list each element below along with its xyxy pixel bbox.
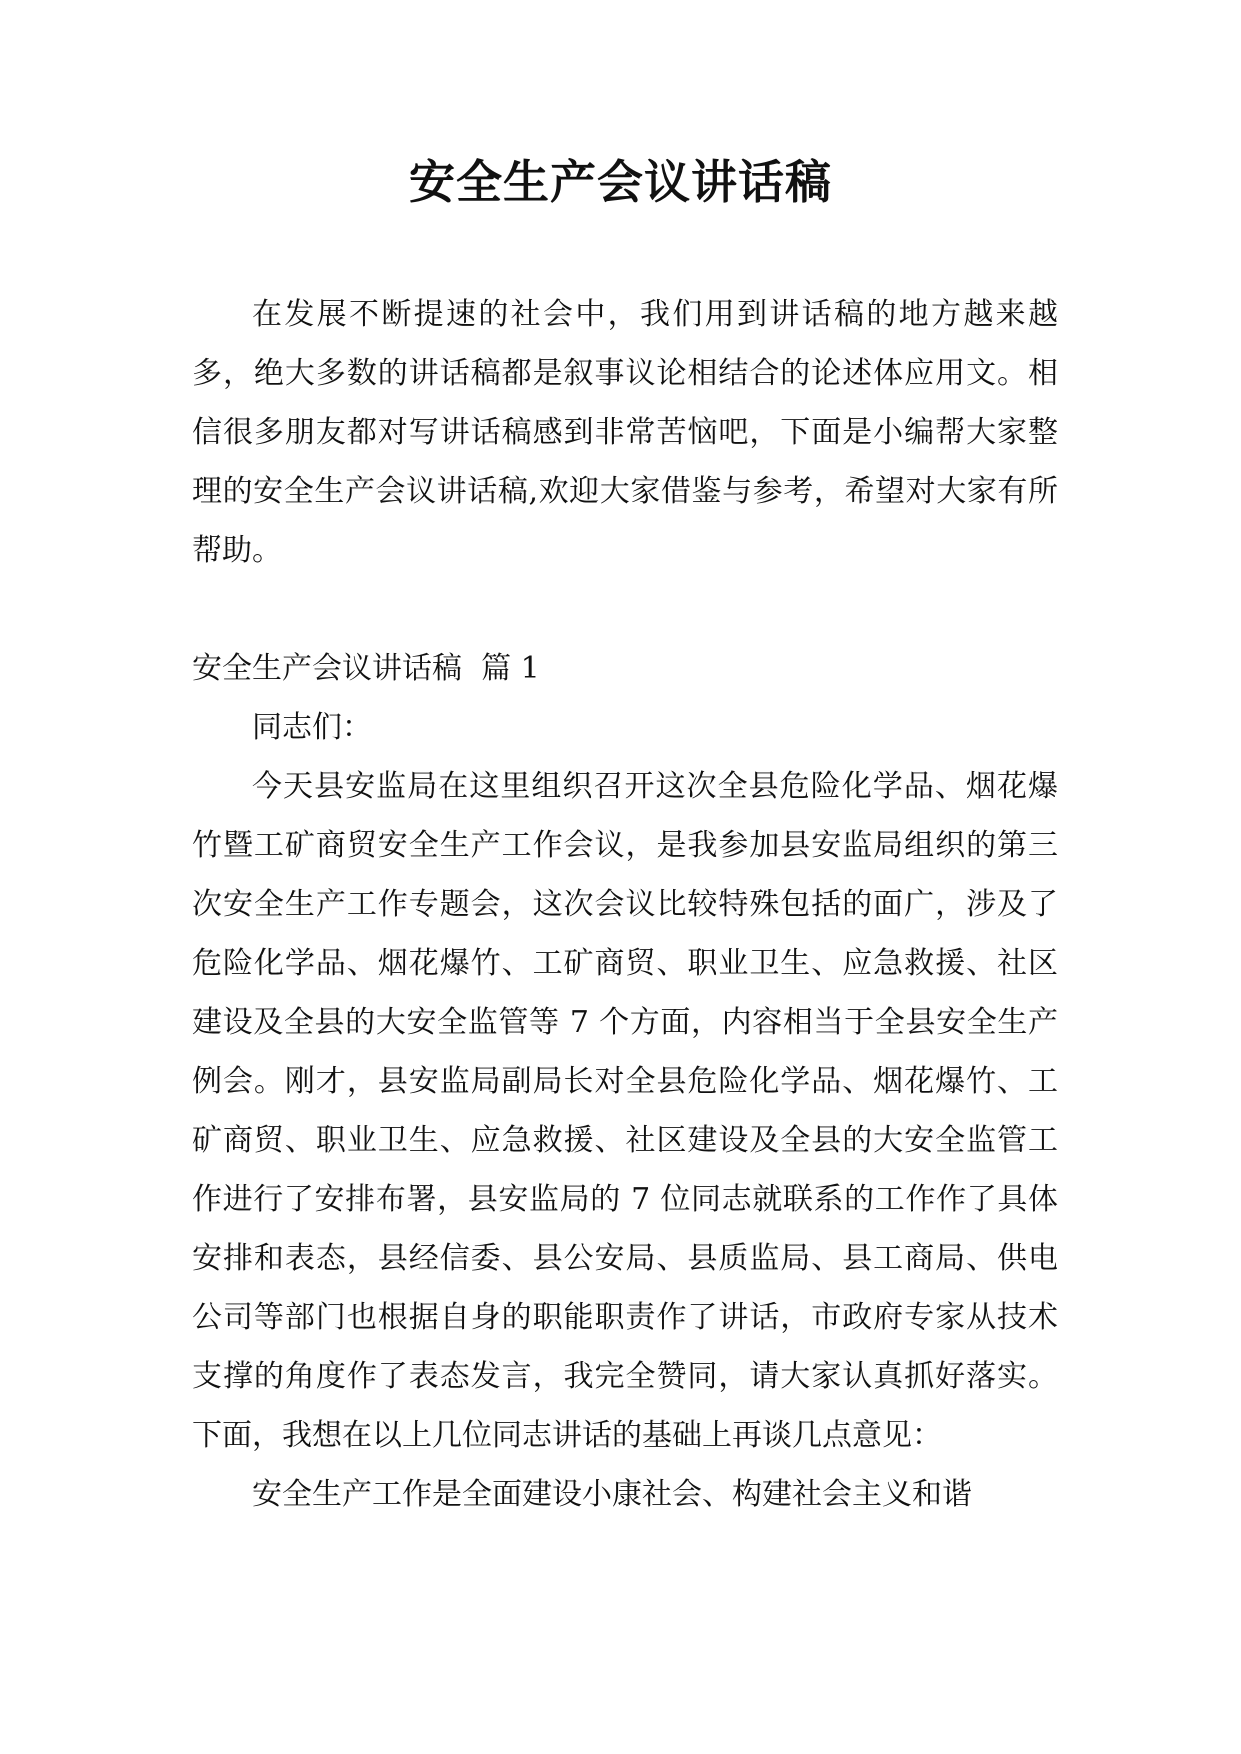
section-heading: 安全生产会议讲话稿 篇 1: [192, 651, 540, 686]
body-paragraph-1: 今天县安监局在这里组织召开这次全县危险化学品、烟花爆竹暨工矿商贸安全生产工作会议，是我参加县安监局组织的第三次安全生产工作专题会，这次会议比较特殊包括的面广，涉及了危险化学品、烟花爆竹、工矿商贸、职业卫生、应急救援、社区建设及全县的大安全监管等 7 个方面，内容相当于全县安全生产例会。刚才，县安监局副局长对全县危险化学品、烟花爆竹、工矿商贸、职业卫生、应急救援、社区建设及全县的大安全监管工作进行了安排布署，县安监局的 7 位同志就联系的工作作了具体安排和表态，县经信委、县公安局、县质监局、县工商局、供电公司等部门也根据自身的职能职责作了讲话，市政府专家从技术支撑的角度作了表态发言，我完全赞同，请大家认真抓好落实。下面，我想在以上几位同志讲话的基础上再谈几点意见：: [192, 769, 1058, 1453]
document-title: 安全生产会议讲话稿: [409, 155, 832, 209]
body-paragraph-2: 安全生产工作是全面建设小康社会、构建社会主义和谐: [252, 1477, 972, 1512]
document-body: [192, 285, 1058, 1524]
salutation: 同志们：: [252, 710, 372, 745]
intro-paragraph: 在发展不断提速的社会中，我们用到讲话稿的地方越来越多，绝大多数的讲话稿都是叙事议论相结合的论述体应用文。相信很多朋友都对写讲话稿感到非常苦恼吧，下面是小编帮大家整理的安全生产会议讲话稿,欢迎大家借鉴与参考，希望对大家有所帮助。: [192, 297, 1058, 568]
